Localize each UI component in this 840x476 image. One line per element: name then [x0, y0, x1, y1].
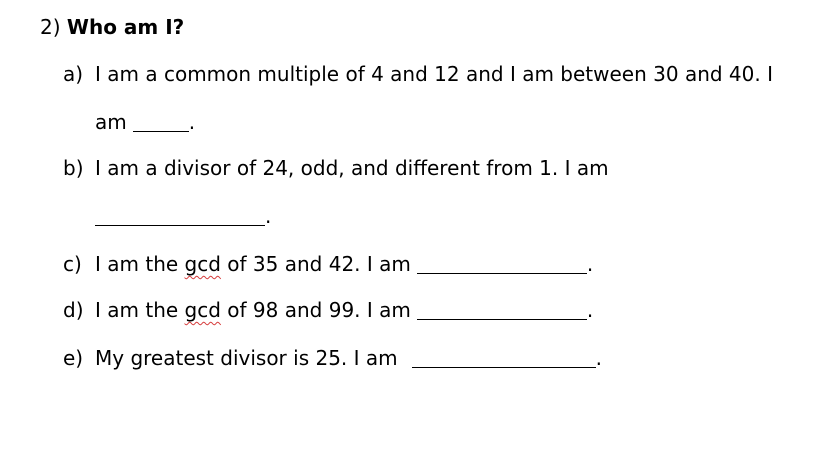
question-d-end: .	[586, 298, 594, 322]
question-e-marker: e)	[63, 346, 84, 370]
answer-blank-c[interactable]	[417, 255, 587, 274]
question-number: 2)	[40, 15, 61, 39]
question-b-marker: b)	[63, 156, 84, 180]
question-d-gcd-word: gcd	[184, 298, 221, 322]
question-c-line	[63, 252, 593, 276]
question-a-marker: a)	[63, 62, 84, 86]
question-e-line	[63, 346, 602, 370]
question-c-marker: c)	[63, 252, 82, 276]
question-e-text: My greatest divisor is 25. I am	[95, 346, 398, 370]
question-a-line2	[95, 110, 195, 134]
question-d-marker: d)	[63, 298, 84, 322]
question-b-text: I am a divisor of 24, odd, and different from 1. I am	[95, 156, 609, 180]
answer-blank-b[interactable]	[95, 207, 265, 226]
question-title: Who am I?	[66, 15, 185, 39]
question-d-line	[63, 298, 593, 322]
question-c-end: .	[586, 252, 594, 276]
question-a-line1	[63, 62, 773, 86]
question-a-text-cont: am	[95, 110, 127, 134]
question-e-end: .	[595, 346, 602, 370]
question-b-line2	[95, 204, 271, 228]
question-d-prefix: I am the	[95, 298, 179, 322]
question-c-prefix: I am the	[95, 252, 179, 276]
question-d-suffix: of 98 and 99. I am	[227, 298, 411, 322]
answer-blank-d[interactable]	[417, 301, 587, 320]
question-c-gcd-word: gcd	[184, 252, 221, 276]
question-a-text: I am a common multiple of 4 and 12 and I am between 30 and 40. I	[95, 62, 773, 86]
question-b-line1	[63, 156, 609, 180]
question-b-end: .	[265, 204, 272, 228]
answer-blank-e[interactable]	[412, 349, 596, 368]
answer-blank-a[interactable]	[133, 113, 189, 132]
question-heading	[40, 15, 184, 39]
question-a-end: .	[188, 110, 196, 134]
question-c-suffix: of 35 and 42. I am	[227, 252, 411, 276]
